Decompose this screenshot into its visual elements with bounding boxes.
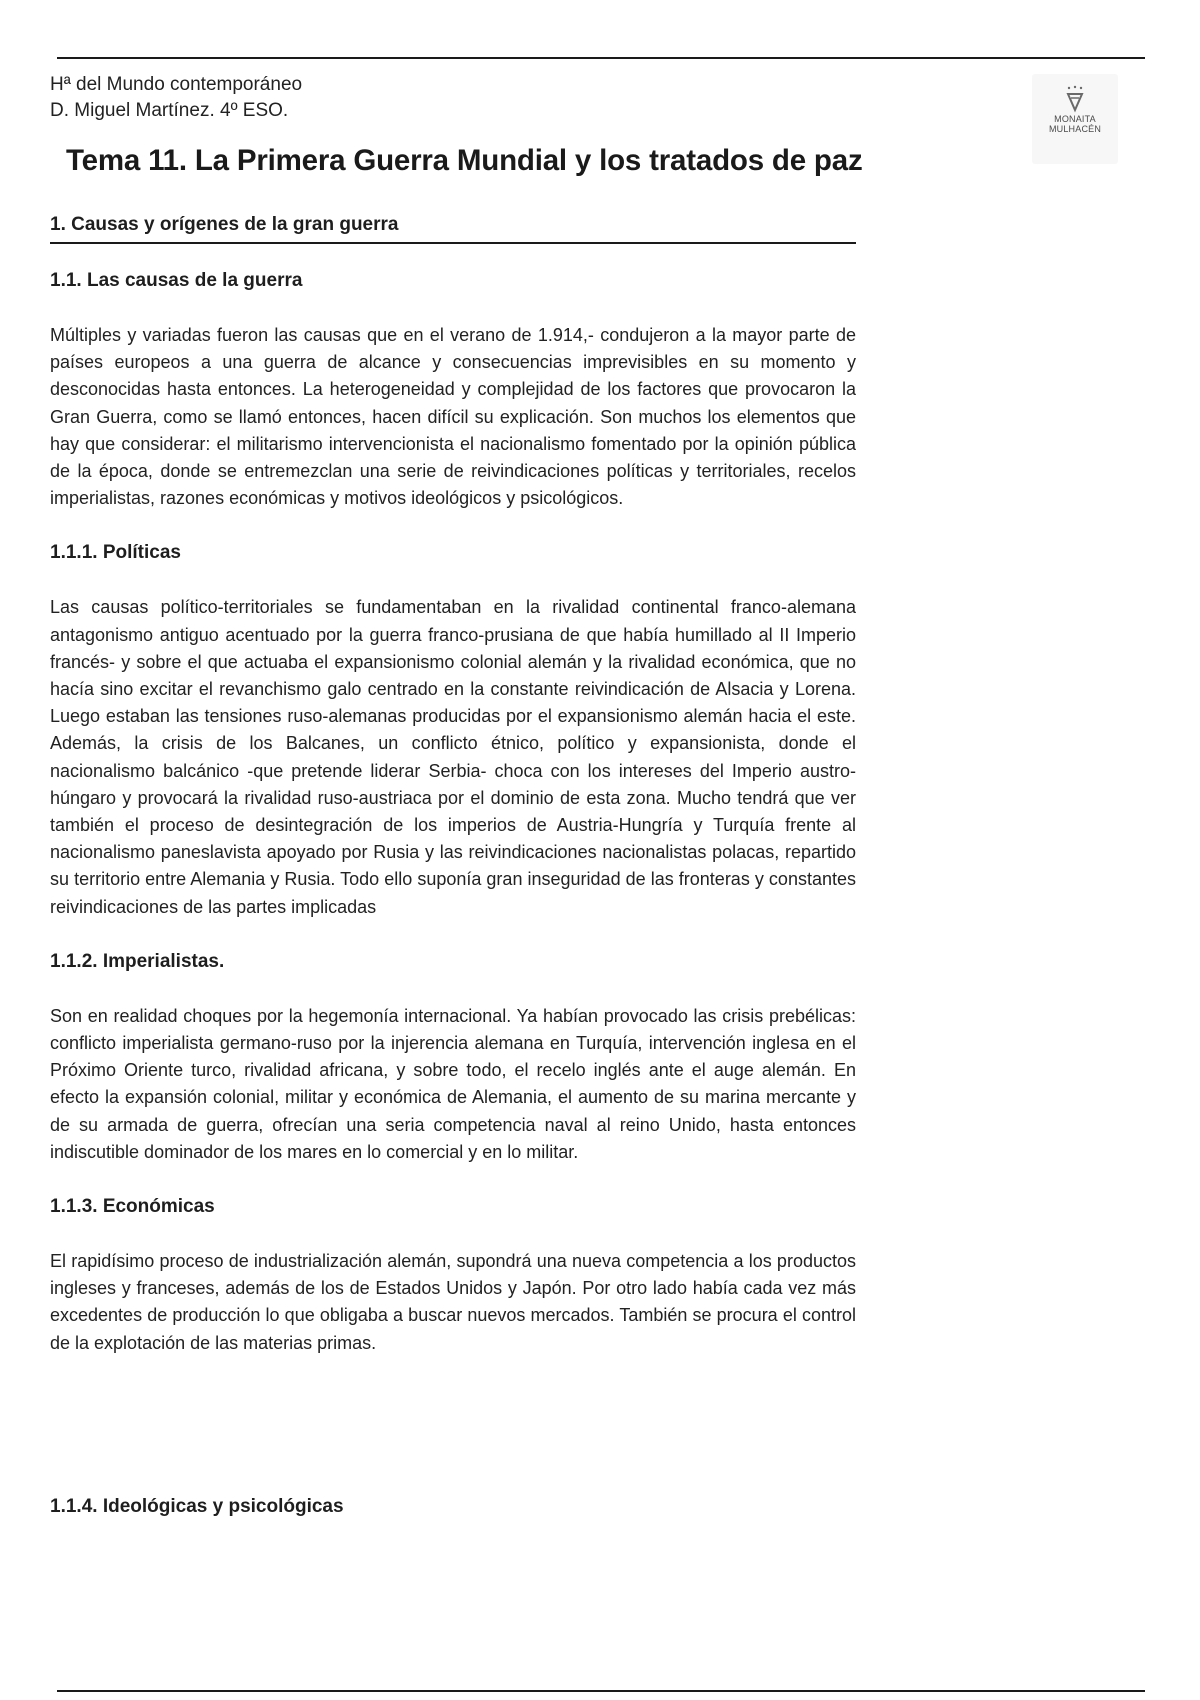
- logo-text-line-1: MONAITA: [1054, 114, 1096, 124]
- school-logo: [1032, 74, 1118, 164]
- top-rule: [57, 57, 1145, 59]
- subsection-heading: 1.1. Las causas de la guerra: [50, 270, 303, 291]
- subsection-heading: 1.1.4. Ideológicas y psicológicas: [50, 1495, 344, 1517]
- subsection-heading: 1.1.1. Políticas: [50, 542, 181, 564]
- bottom-rule: [57, 1690, 1145, 1692]
- mountain-logo-icon: [1060, 84, 1090, 114]
- paragraph: Las causas político-territoriales se fundamentaban en la rivalidad continental franco-alemana antagonismo antiguo acentuado por la guerra franco-prusiana de que había humillado al II Imperio francés- y sobre el que actuaba el expansionismo colonial alemán y la rivalidad económica, que no hacía sino excitar el revanchismo galo centrado en la constante reivindicación de Alsacia y Lorena. Luego estaban las tensiones ruso-alemanas producidas por el expansionismo alemán hacia el este. Además, la crisis de los Balcanes, un conflicto étnico, político y expansionista, donde el nacionalismo balcánico -que pretende liderar Serbia- choca con los intereses del Imperio austro-húngaro y provocará la rivalidad ruso-austriaca por el dominio de esta zona. Mucho tendrá que ver también el proceso de desintegración de los imperios de Austria-Hungría y Turquía frente al nacionalismo paneslavista apoyado por Rusia y las reivindicaciones nacionalistas polacas, repartido su territorio entre Alemania y Rusia. Todo ello suponía gran inseguridad de las fronteras y constantes reivindicaciones de las partes implicadas: [50, 597, 856, 917]
- page-title: Tema 11. La Primera Guerra Mundial y los tratados de paz: [66, 144, 863, 177]
- subsection-heading: 1.1.2. Imperialistas.: [50, 950, 225, 972]
- teacher-line: D. Miguel Martínez. 4º ESO.: [50, 100, 289, 121]
- document-header: [50, 72, 302, 124]
- section-heading: 1. Causas y orígenes de la gran guerra: [50, 212, 856, 244]
- logo-text-line-2: MULHACÉN: [1048, 124, 1102, 134]
- paragraph: Múltiples y variadas fueron las causas que en el verano de 1.914,- condujeron a la mayor parte de países europeos a una guerra de alcance y consecuencias imprevisibles en su momento y desconocidas hasta entonces. La heterogeneidad y complejidad de los factores que provocaron la Gran Guerra, como se llamó entonces, hacen difícil su explicación. Son muchos los elementos que hay que considerar: el militarismo intervencionista el nacionalismo fomentado por la opinión pública de la época, donde se entremezclan una serie de reivindicaciones políticas y territoriales, recelos imperialistas, razones económicas y motivos ideológicos y psicológicos.: [50, 325, 856, 509]
- document-body: [50, 268, 856, 1520]
- paragraph: El rapidísimo proceso de industrialización alemán, supondrá una nueva competencia a los productos ingleses y franceses, además de los de Estados Unidos y Japón. Por otro lado había cada vez más excedentes de producción lo que obligaba a buscar nuevos mercados. También se procura el control de la explotación de las materias primas.: [50, 1251, 856, 1353]
- paragraph: Son en realidad choques por la hegemonía internacional. Ya habían provocado las crisis prebélicas: conflicto imperialista germano-ruso por la injerencia alemana en Turquía, intervención inglesa en el Próximo Oriente turco, rivalidad africana, y sobre todo, el recelo inglés ante el auge alemán. En efecto la expansión colonial, militar y económica de Alemania, el aumento de su marina mercante y de su armada de guerra, ofrecían una seria competencia naval al reino Unido, hasta entonces indiscutible dominador de los mares en lo comercial y en lo militar.: [50, 1005, 856, 1162]
- subsection-heading: 1.1.3. Económicas: [50, 1196, 215, 1218]
- course-name: Hª del Mundo contemporáneo: [50, 74, 303, 95]
